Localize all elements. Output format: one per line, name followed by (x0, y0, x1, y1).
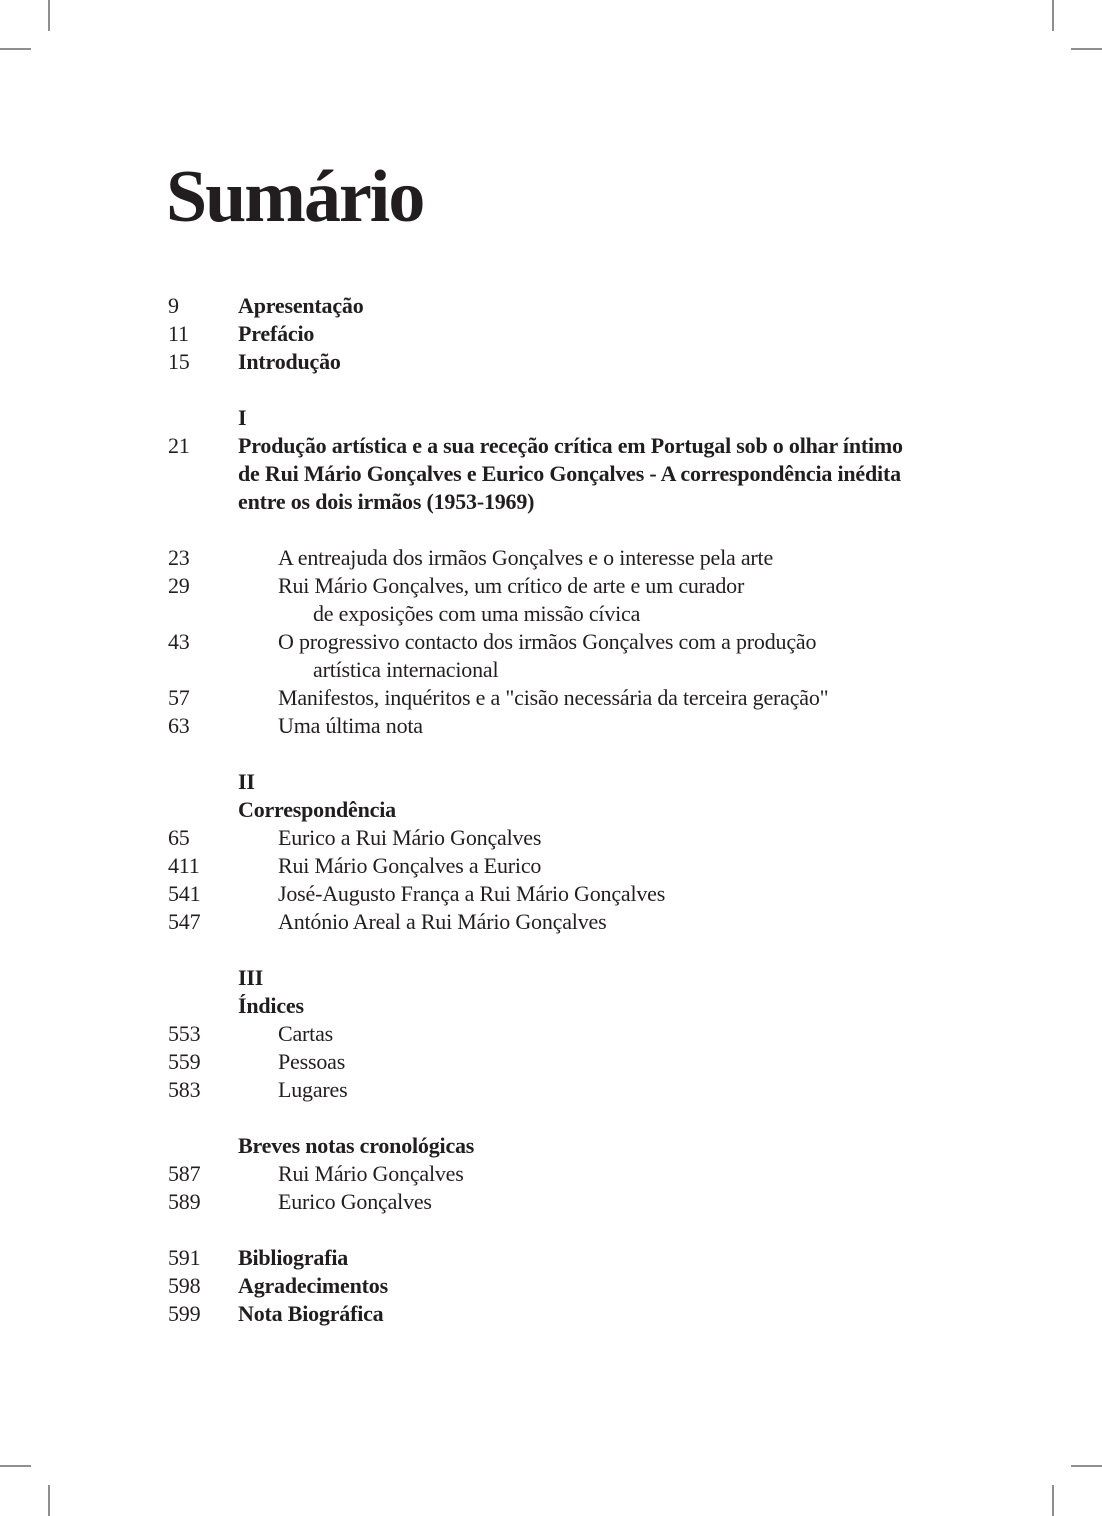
toc-spacer (168, 516, 1068, 544)
toc-entry (168, 768, 1068, 796)
toc-entry (168, 964, 1068, 992)
toc-page-number: 553 (168, 1021, 201, 1046)
toc-page-number: 599 (168, 1301, 201, 1326)
toc-entry (168, 684, 1068, 712)
toc-entry (168, 1020, 1068, 1048)
toc-entry-label: Uma última nota (278, 713, 423, 738)
toc-page-number: 21 (168, 433, 190, 458)
toc-entry (168, 908, 1068, 936)
toc-page-number (168, 460, 238, 488)
toc-entry (168, 488, 1068, 516)
toc-page-number: 29 (168, 573, 190, 598)
toc-page-number (168, 1132, 238, 1160)
toc-entry-label: Manifestos, inquéritos e a "cisão necessária da terceira geração" (278, 685, 829, 710)
toc-entry-label: Correspondência (238, 797, 396, 822)
toc-page-number (168, 600, 238, 628)
toc-entry (168, 1188, 1068, 1216)
toc-entry (168, 880, 1068, 908)
toc-spacer (168, 740, 1068, 768)
toc-entry (168, 656, 1068, 684)
toc-page-number: 587 (168, 1161, 201, 1186)
toc-entry (168, 796, 1068, 824)
toc-entry (168, 600, 1068, 628)
toc-entry-label: Apresentação (238, 293, 364, 318)
toc-spacer (168, 376, 1068, 404)
toc-page-number: 541 (168, 881, 201, 906)
toc-page-number (168, 404, 238, 432)
toc-entry (168, 460, 1068, 488)
toc-entry-label: de exposições com uma missão cívica (313, 601, 641, 626)
toc-entry (168, 992, 1068, 1020)
toc-entry-label: Bibliografia (238, 1245, 349, 1270)
toc-page-number: 591 (168, 1245, 201, 1270)
toc-page-number: 411 (168, 853, 200, 878)
toc-entry-label: I (238, 405, 247, 430)
toc-entry-label: Prefácio (238, 321, 315, 346)
toc-entry-label: Breves notas cronológicas (238, 1133, 475, 1158)
toc-entry-label: III (238, 965, 264, 990)
toc-entry-label: Rui Mário Gonçalves a Eurico (278, 853, 542, 878)
toc-page-number: 65 (168, 825, 190, 850)
toc-spacer (168, 1104, 1068, 1132)
toc-page-number: 57 (168, 685, 190, 710)
toc-spacer (168, 1216, 1068, 1244)
toc-entry (168, 572, 1068, 600)
toc-entry (168, 1272, 1068, 1300)
toc-page-number: 23 (168, 545, 190, 570)
toc-page-number: 547 (168, 909, 201, 934)
toc-page-number: 583 (168, 1077, 201, 1102)
toc-page-number: 43 (168, 629, 190, 654)
toc-page-number: 63 (168, 713, 190, 738)
toc-entry-label: O progressivo contacto dos irmãos Gonçalves com a produção (278, 629, 817, 654)
toc-page-number (168, 796, 238, 824)
toc-entry (168, 1300, 1068, 1328)
toc-entry (168, 852, 1068, 880)
toc-entry-label: Nota Biográfica (238, 1301, 384, 1326)
toc-entry (168, 432, 1068, 460)
toc-entry-label: entre os dois irmãos (1953-1969) (238, 489, 535, 514)
crop-mark-bottom-left-vertical (48, 1485, 50, 1516)
page-title: Sumário (166, 156, 424, 238)
toc-entry (168, 404, 1068, 432)
toc-page-number: 559 (168, 1049, 201, 1074)
toc-entry (168, 320, 1068, 348)
toc-page-number (168, 768, 238, 796)
toc-entry-label: Índices (238, 993, 304, 1018)
toc-page-number (168, 488, 238, 516)
crop-mark-bottom-left-horizontal (0, 1465, 31, 1467)
toc-page-number: 598 (168, 1273, 201, 1298)
toc-entry (168, 1244, 1068, 1272)
crop-mark-top-right-vertical (1052, 0, 1054, 31)
toc-entry-label: António Areal a Rui Mário Gonçalves (278, 909, 607, 934)
toc-entry-label: Rui Mário Gonçalves (278, 1161, 464, 1186)
toc-entry-label: Cartas (278, 1021, 334, 1046)
crop-mark-top-left-horizontal (0, 48, 31, 50)
toc-entry-label: Introdução (238, 349, 341, 374)
crop-mark-bottom-right-horizontal (1071, 1465, 1102, 1467)
toc-spacer (168, 936, 1068, 964)
toc-page-number: 11 (168, 321, 189, 346)
toc-entry (168, 628, 1068, 656)
toc-entry (168, 1076, 1068, 1104)
toc-page-number (168, 992, 238, 1020)
toc-entry-label: Agradecimentos (238, 1273, 388, 1298)
toc-page-number: 9 (168, 293, 179, 318)
toc-page-number: 15 (168, 349, 190, 374)
crop-mark-top-left-vertical (48, 0, 50, 31)
toc-entry (168, 824, 1068, 852)
toc (168, 292, 1068, 1328)
toc-entry (168, 292, 1068, 320)
toc-entry-label: artística internacional (313, 657, 499, 682)
toc-entry-label: II (238, 769, 255, 794)
toc-entry-label: Eurico a Rui Mário Gonçalves (278, 825, 542, 850)
toc-entry (168, 1048, 1068, 1076)
toc-entry-label: Lugares (278, 1077, 348, 1102)
toc-entry (168, 712, 1068, 740)
crop-mark-top-right-horizontal (1071, 48, 1102, 50)
toc-entry-label: Rui Mário Gonçalves, um crítico de arte e um curador (278, 573, 745, 598)
toc-page-number (168, 656, 238, 684)
toc-entry (168, 348, 1068, 376)
toc-entry-label: Eurico Gonçalves (278, 1189, 432, 1214)
toc-entry-label: de Rui Mário Gonçalves e Eurico Gonçalves - A correspondência inédita (238, 461, 901, 486)
toc-entry (168, 544, 1068, 572)
toc-entry-label: Pessoas (278, 1049, 346, 1074)
toc-entry-label: José-Augusto França a Rui Mário Gonçalves (278, 881, 666, 906)
toc-entry (168, 1160, 1068, 1188)
toc-entry (168, 1132, 1068, 1160)
crop-mark-bottom-right-vertical (1052, 1485, 1054, 1516)
toc-page-number: 589 (168, 1189, 201, 1214)
toc-entry-label: Produção artística e a sua receção crítica em Portugal sob o olhar íntimo (238, 433, 903, 458)
toc-entry-label: A entreajuda dos irmãos Gonçalves e o interesse pela arte (278, 545, 774, 570)
toc-page-number (168, 964, 238, 992)
